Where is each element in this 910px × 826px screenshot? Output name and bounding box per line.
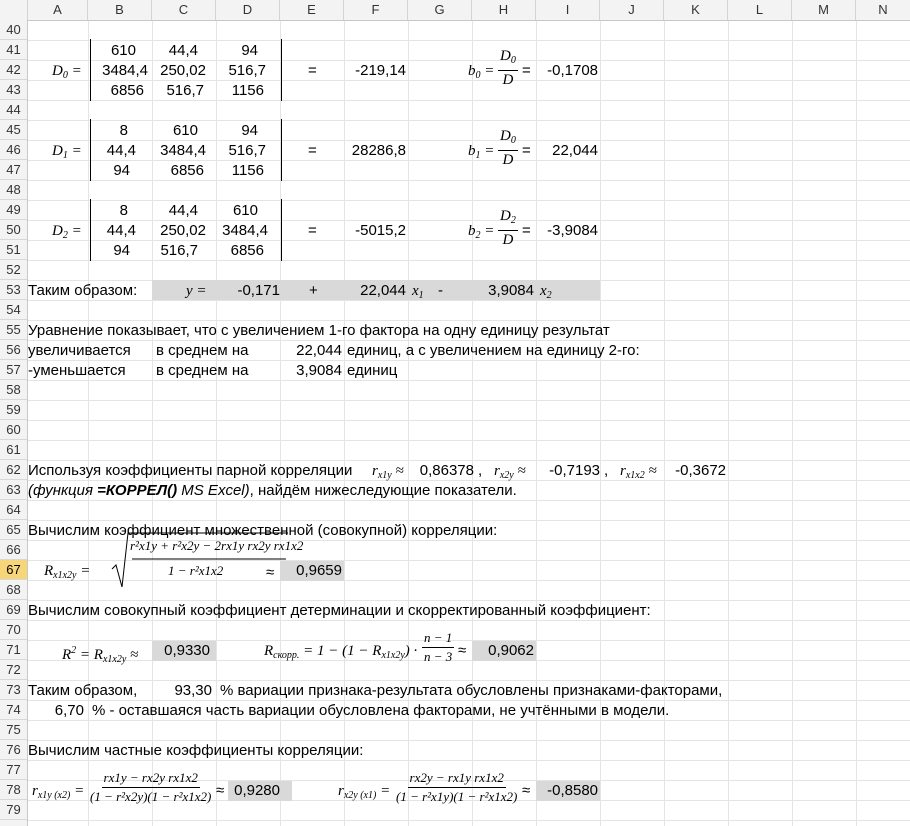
approx-sign: ≈ [216,782,225,799]
row-header[interactable]: 49 [0,200,27,220]
row-header[interactable]: 41 [0,40,27,60]
x1-label: $x_1$ [412,283,424,301]
decrease-value[interactable]: 3,9084 [296,362,342,379]
row-header[interactable]: 46 [0,140,27,160]
d1-value[interactable]: 28286,8 [351,142,406,159]
units-text[interactable]: единиц, а с увеличением на единицу 2-го: [347,342,640,359]
row-header[interactable]: 40 [0,20,27,40]
avg-text[interactable]: в среднем на [156,362,249,379]
d1-cell[interactable]: 516,7 [228,142,266,159]
d0-label: $D_0$ = [52,63,82,81]
row-header[interactable]: 54 [0,300,27,320]
multiple-r-label: $R_{x1x2y}$ = [44,563,91,581]
row-header[interactable]: 57 [0,360,27,380]
column-header-a[interactable]: A [28,0,88,20]
b2-label: $b_2$ = [468,223,495,241]
row-header[interactable]: 64 [0,500,27,520]
b1-value[interactable]: 22,044 [552,142,598,159]
b0-label: $b_0$ = [468,63,495,81]
column-header-bar [0,0,910,21]
b1-eq: = [522,142,531,159]
d2-equals: = [308,222,317,239]
row-gridline [28,440,910,441]
select-all-corner[interactable] [0,0,28,20]
increase-value[interactable]: 22,044 [296,342,342,359]
explained-pct[interactable]: 93,30 [174,682,212,699]
row-gridline [28,400,910,401]
plus-sign: + [309,282,318,299]
d0-cell[interactable]: 44,4 [168,42,198,59]
coef-b2[interactable]: 3,9084 [488,282,534,299]
column-header-f[interactable]: F [344,0,408,20]
row-header[interactable]: 55 [0,320,27,340]
residual-pct[interactable]: 6,70 [54,702,84,719]
column-header-e[interactable]: E [280,0,344,20]
d2-cell[interactable]: 8 [119,202,128,219]
b2-fraction: $\frac{D_2}{D}$ [500,208,516,248]
row-header[interactable]: 47 [0,160,27,180]
row-header[interactable]: 50 [0,220,27,240]
d2-cell[interactable]: 44,4 [106,222,136,239]
b2-eq: = [522,222,531,239]
column-header-n[interactable]: N [878,2,888,17]
x2-label: $x_2$ [540,283,552,301]
row-header[interactable]: 73 [0,680,27,700]
d1-cell[interactable]: 94 [241,122,258,139]
column-header-c[interactable]: C [152,0,216,20]
partial-r1-value[interactable]: 0,9280 [234,782,280,799]
column-header-l[interactable]: L [728,0,792,20]
row-header[interactable]: 61 [0,440,27,460]
r2-adj-value[interactable]: 0,9062 [488,642,534,659]
row-header[interactable]: 69 [0,600,27,620]
d1-label: $D_1$ = [52,143,82,161]
d0-cell[interactable]: 94 [241,42,258,59]
column-header-m[interactable]: M [792,0,856,20]
row-header[interactable]: 60 [0,420,27,440]
avg-text[interactable]: в среднем на [156,342,249,359]
row-header-bar [0,20,28,826]
column-header-h[interactable]: H [472,0,536,20]
interpretation-text[interactable]: Уравнение показывает, что с увеличением 1-го фактора на одну единицу результат [28,322,610,339]
row-header[interactable]: 62 [0,460,27,480]
d2-cell[interactable]: 6856 [230,242,264,259]
increase-text[interactable]: увеличивается [28,342,131,359]
row-header[interactable]: 66 [0,540,27,560]
row-header[interactable]: 52 [0,260,27,280]
row-header[interactable]: 72 [0,660,27,680]
residual-text[interactable]: % - оставшаяся часть вариации обусловлена факторами, не учтёнными в модели. [92,702,670,719]
column-header-g[interactable]: G [408,0,472,20]
d1-cell[interactable]: 44,4 [106,142,136,159]
row-gridline [28,300,910,301]
row-header[interactable]: 74 [0,700,27,720]
row-header[interactable]: 48 [0,180,27,200]
b0-value[interactable]: -0,1708 [547,62,598,79]
row-header[interactable]: 44 [0,100,27,120]
row-header[interactable]: 51 [0,240,27,260]
column-gridline [792,21,793,826]
coef-a[interactable]: -0,171 [237,282,280,299]
d2-value[interactable]: -5015,2 [355,222,406,239]
row-header[interactable]: 78 [0,780,27,800]
r3-label: $r_{x1x2}$ ≈ [620,463,657,481]
multiple-corr-heading[interactable]: Вычислим коэффициент множественной (совокупной) корреляции: [28,522,498,539]
partial-r2-label: $r_{x2y (x1)}$ = [338,783,391,801]
y-label: y = [186,283,207,299]
r1-label: $r_{x1y}$ ≈ [372,463,404,481]
d2-cell[interactable]: 610 [232,202,258,219]
multiple-r-value[interactable]: 0,9659 [296,562,342,579]
d0-cell[interactable]: 6856 [110,82,144,99]
sheet-grid[interactable] [28,21,910,826]
d0-cell[interactable]: 250,02 [160,62,206,79]
r3-value[interactable]: -0,3672 [675,462,726,479]
d1-cell[interactable]: 94 [113,162,130,179]
partial-r2-value[interactable]: -0,8580 [547,782,598,799]
function-note[interactable]: (функция =КОРРЕЛ() MS Excel), найдём нижеследующие показатели. [28,482,517,499]
row-header[interactable]: 59 [0,400,27,420]
d1-cell[interactable]: 1156 [231,162,264,179]
row-gridline [28,420,910,421]
d0-value[interactable]: -219,14 [355,62,406,79]
decrease-text[interactable]: -уменьшается [28,362,126,379]
row-header[interactable]: 63 [0,480,27,500]
b1-label: $b_1$ = [468,143,495,161]
partial-r2-fraction: $\frac{\text{rx2y − rx1y rx1x2}}{\text{(1 − r²x1y)(1 − r²x1x2)}}$ [396,770,518,804]
row-header[interactable]: 43 [0,80,27,100]
b0-fraction: $\frac{D_0}{D}$ [500,48,516,88]
d1-equals: = [308,142,317,159]
row-header[interactable]: 71 [0,640,27,660]
d2-cell[interactable]: 94 [113,242,130,259]
row-header[interactable]: 53 [0,280,27,300]
b0-eq: = [522,62,531,79]
r2-value[interactable]: 0,9330 [164,642,210,659]
conclusion-label[interactable]: Таким образом: [28,282,138,299]
units-text[interactable]: единиц [347,362,398,379]
column-header-j[interactable]: J [600,0,664,20]
approx-sign: ≈ [458,642,467,659]
d2-cell[interactable]: 44,4 [168,202,198,219]
column-header-d[interactable]: D [216,0,280,20]
approx-sign: ≈ [522,782,531,799]
d0-cell[interactable]: 1156 [231,82,264,99]
column-header-b[interactable]: B [88,0,152,20]
r2-adj-formula: $R_{скорр.} = 1 - (1 - R_{x1x2y})$ · [264,643,418,661]
partial-corr-heading[interactable]: Вычислим частные коэффициенты корреляции: [28,742,364,759]
d1-cell[interactable]: 6856 [170,162,204,179]
d0-cell[interactable]: 516,7 [228,62,266,79]
column-gridline [856,21,857,826]
pair-corr-text[interactable]: Используя коэффициенты парной корреляции [28,462,353,479]
sqrt-numerator: r²x1y + r²x2y − 2rx1y rx2y rx1x2 [130,538,304,553]
comma: , [478,462,483,479]
approx-sign: ≈ [266,564,275,581]
d1-cell[interactable]: 3484,4 [160,142,206,159]
r2-label: $r_{x2y}$ ≈ [494,463,526,481]
d0-cell[interactable]: 516,7 [166,82,204,99]
row-header[interactable]: 58 [0,380,27,400]
d0-equals: = [308,62,317,79]
row-header[interactable]: 67 [0,560,27,580]
d2-label: $D_2$ = [52,223,82,241]
row-header[interactable]: 77 [0,760,27,780]
row-header[interactable]: 76 [0,740,27,760]
row-header[interactable]: 70 [0,620,27,640]
minus-sign: - [438,282,443,299]
d0-cell[interactable]: 3484,4 [102,62,148,79]
row-header[interactable]: 45 [0,120,27,140]
d1-cell[interactable]: 8 [119,122,128,139]
row-header[interactable]: 56 [0,340,27,360]
r2-value[interactable]: -0,7193 [549,462,600,479]
determination-heading[interactable]: Вычислим совокупный коэффициент детерминации и скорректированный коэффициент: [28,602,651,619]
column-header-i[interactable]: I [536,0,600,20]
d2-cell[interactable]: 250,02 [160,222,206,239]
row-header[interactable]: 79 [0,800,27,820]
sqrt-denominator: 1 − r²x1x2 [168,563,224,578]
b1-fraction: $\frac{D_0}{D}$ [500,128,516,168]
comma: , [604,462,609,479]
row-header[interactable]: 68 [0,580,27,600]
b2-value[interactable]: -3,9084 [547,222,598,239]
column-gridline [728,21,729,826]
d0-cell[interactable]: 610 [110,42,136,59]
d2-cell[interactable]: 3484,4 [222,222,268,239]
row-header[interactable]: 42 [0,60,27,80]
row-header[interactable]: 75 [0,720,27,740]
r2-formula: $R^2 = R_{x1x2y}$ ≈ [62,645,139,665]
column-header-k[interactable]: K [664,0,728,20]
summary-text[interactable]: Таким образом, [28,682,138,699]
partial-r1-label: $r_{x1y (x2)}$ = [32,783,85,801]
row-header[interactable]: 65 [0,520,27,540]
row-gridline [28,820,910,821]
coef-b1[interactable]: 22,044 [360,282,406,299]
explained-text[interactable]: % вариации признака-результата обусловлены признаками-факторами, [220,682,723,699]
d1-cell[interactable]: 610 [172,122,198,139]
partial-r1-fraction: $\frac{\text{rx1y − rx2y rx1x2}}{\text{(1 − r²x2y)(1 − r²x1x2)}}$ [90,770,212,804]
r1-value[interactable]: 0,86378 [419,462,474,479]
d2-cell[interactable]: 516,7 [160,242,198,259]
adj-fraction: $\frac{n - 1}{n - 3}$ [424,630,453,664]
